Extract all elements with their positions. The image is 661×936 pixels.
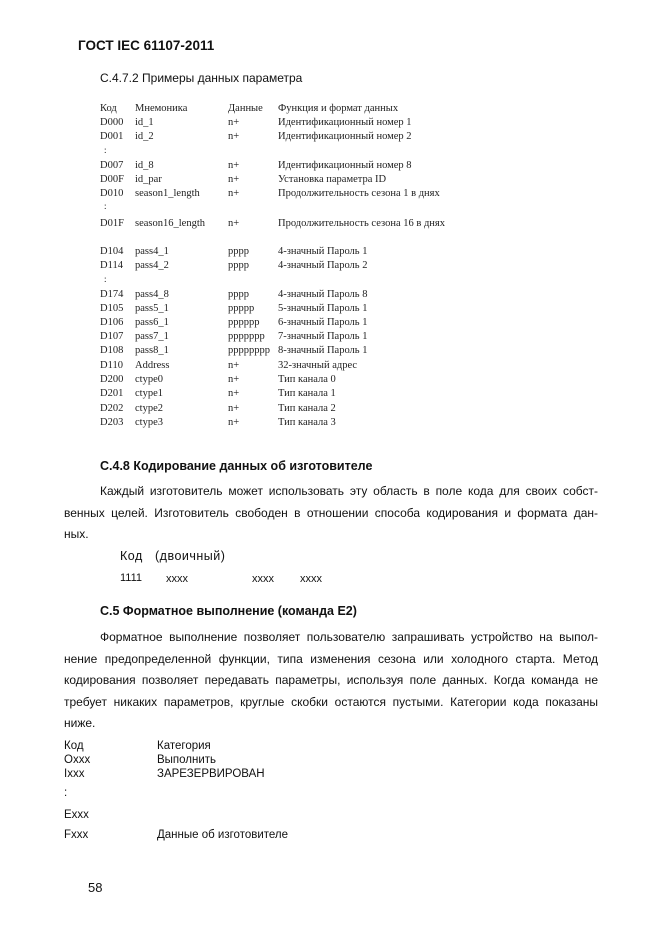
row-mnemonic: ctype0	[135, 374, 163, 385]
row-mnemonic: pass4_2	[135, 260, 169, 271]
row-data: n+	[228, 218, 240, 229]
categories-header-category: Категория	[157, 740, 211, 752]
row-mnemonic: ctype1	[135, 388, 163, 399]
row-data: n+	[228, 360, 240, 371]
code-value-x2: xxxx	[252, 573, 274, 585]
row-mnemonic: id_par	[135, 174, 162, 185]
row-function: Идентификационный номер 2	[278, 131, 412, 142]
row-function: Тип канала 1	[278, 388, 336, 399]
column-header-data: Данные	[228, 103, 263, 114]
row-code: D010	[100, 188, 124, 199]
row-function: Идентификационный номер 1	[278, 117, 412, 128]
category-code: Exxx	[64, 809, 89, 821]
row-function: Продолжительность сезона 16 в днях	[278, 218, 445, 229]
row-mnemonic: Address	[135, 360, 170, 371]
row-code: D201	[100, 388, 124, 399]
row-code: D200	[100, 374, 124, 385]
row-code: D174	[100, 289, 124, 300]
paragraph-line: ных.	[64, 527, 89, 541]
row-mnemonic: pass7_1	[135, 331, 169, 342]
row-mnemonic: season16_length	[135, 218, 205, 229]
row-code: D114	[100, 260, 123, 271]
row-code: D110	[100, 360, 123, 371]
code-value-binary: 1111	[120, 572, 143, 584]
row-mnemonic: pass6_1	[135, 317, 169, 328]
row-mnemonic: id_8	[135, 160, 154, 171]
row-code: D01F	[100, 218, 124, 229]
row-data: n+	[228, 374, 240, 385]
category-name: Данные об изготовителе	[157, 829, 289, 841]
row-mnemonic: id_2	[135, 131, 154, 142]
row-data: pppp	[228, 260, 249, 271]
row-code: D105	[100, 303, 124, 314]
row-data: n+	[228, 388, 240, 399]
row-function: Тип канала 0	[278, 374, 336, 385]
column-header-function: Функция и формат данных	[278, 103, 399, 114]
paragraph-line: Каждый изготовитель может использовать эту область в поле кода для своих собст-	[100, 484, 598, 498]
row-data: n+	[228, 160, 240, 171]
ellipsis-mark: :	[104, 145, 107, 155]
row-data: n+	[228, 174, 240, 185]
category-name: Выполнить	[157, 754, 217, 766]
category-ellipsis: :	[64, 787, 68, 799]
section-c5-paragraph	[64, 627, 598, 735]
section-c48-paragraph	[64, 481, 598, 546]
row-function: Установка параметра ID	[278, 174, 387, 185]
paragraph-line: кодирования позволяет передавать параметры, используя поле данных. Когда команда не	[64, 673, 598, 687]
row-code: D000	[100, 117, 124, 128]
row-code: D00F	[100, 174, 124, 185]
code-format-label: (двоичный)	[155, 549, 226, 563]
paragraph-line: венных целей. Изготовитель свободен в отношении способа кодирования и формата дан-	[64, 505, 598, 520]
row-mnemonic: season1_length	[135, 188, 200, 199]
row-function: Идентификационный номер 8	[278, 160, 412, 171]
category-code: Oxxx	[64, 754, 91, 766]
row-data: pppp	[228, 246, 249, 257]
row-function: Тип канала 2	[278, 403, 336, 414]
row-mnemonic: pass8_1	[135, 345, 169, 356]
row-function: Тип канала 3	[278, 417, 336, 428]
paragraph-line: нение предопределенной функции, типа изменения сезона или холодного старта. Метод	[64, 651, 598, 666]
row-data: ppppppp	[228, 331, 265, 342]
row-data: pppp	[228, 289, 249, 300]
row-code: D108	[100, 345, 124, 356]
paragraph-line: ниже.	[64, 716, 96, 730]
row-mnemonic: id_1	[135, 117, 154, 128]
category-name: ЗАРЕЗЕРВИРОВАН	[157, 768, 265, 780]
row-mnemonic: ctype2	[135, 403, 163, 414]
row-function: 7-значный Пароль 1	[278, 331, 368, 342]
ellipsis-mark: :	[104, 274, 107, 284]
category-code: Ixxx	[64, 768, 85, 780]
section-c472-title: С.4.7.2 Примеры данных параметра	[100, 71, 303, 85]
row-data: pppppp	[228, 317, 260, 328]
row-mnemonic: pass5_1	[135, 303, 169, 314]
row-code: D107	[100, 331, 124, 342]
row-data: n+	[228, 117, 240, 128]
section-c5-title: С.5 Форматное выполнение (команда E2)	[100, 604, 357, 618]
row-data: pppppppp	[228, 345, 270, 356]
category-code: Fxxx	[64, 829, 89, 841]
row-function: 4-значный Пароль 1	[278, 246, 368, 257]
row-code: D203	[100, 417, 124, 428]
code-value-x3: xxxx	[300, 573, 322, 585]
row-code: D202	[100, 403, 124, 414]
column-header-mnemonic: Мнемоника	[135, 103, 188, 114]
row-mnemonic: ctype3	[135, 417, 163, 428]
row-code: D001	[100, 131, 124, 142]
row-function: 6-значный Пароль 1	[278, 317, 368, 328]
code-label: Код	[120, 549, 143, 563]
row-data: n+	[228, 188, 240, 199]
row-data: ppppp	[228, 303, 255, 314]
categories-header-code: Код	[64, 740, 84, 752]
row-data: n+	[228, 417, 240, 428]
row-mnemonic: pass4_1	[135, 246, 169, 257]
row-code: D104	[100, 246, 124, 257]
row-function: 4-значный Пароль 8	[278, 289, 368, 300]
row-data: n+	[228, 131, 240, 142]
ellipsis-mark: :	[104, 201, 107, 211]
code-value-x1: xxxx	[166, 573, 188, 585]
row-function: Продолжительность сезона 1 в днях	[278, 188, 440, 199]
page-number: 58	[88, 880, 103, 895]
row-code: D007	[100, 160, 124, 171]
section-c48-title: С.4.8 Кодирование данных об изготовителе	[100, 459, 373, 473]
row-function: 4-значный Пароль 2	[278, 260, 368, 271]
column-header-code: Код	[100, 103, 117, 114]
paragraph-line: Форматное выполнение позволяет пользователю запрашивать устройство на выпол-	[100, 630, 598, 644]
document-header: ГОСТ IEC 61107-2011	[78, 38, 215, 53]
row-code: D106	[100, 317, 124, 328]
paragraph-line: требует никаких параметров, круглые скобки остаются пустыми. Категории кода показаны	[64, 694, 598, 709]
row-mnemonic: pass4_8	[135, 289, 169, 300]
row-function: 5-значный Пароль 1	[278, 303, 368, 314]
row-function: 32-значный адрес	[278, 360, 358, 371]
row-function: 8-значный Пароль 1	[278, 345, 368, 356]
row-data: n+	[228, 403, 240, 414]
